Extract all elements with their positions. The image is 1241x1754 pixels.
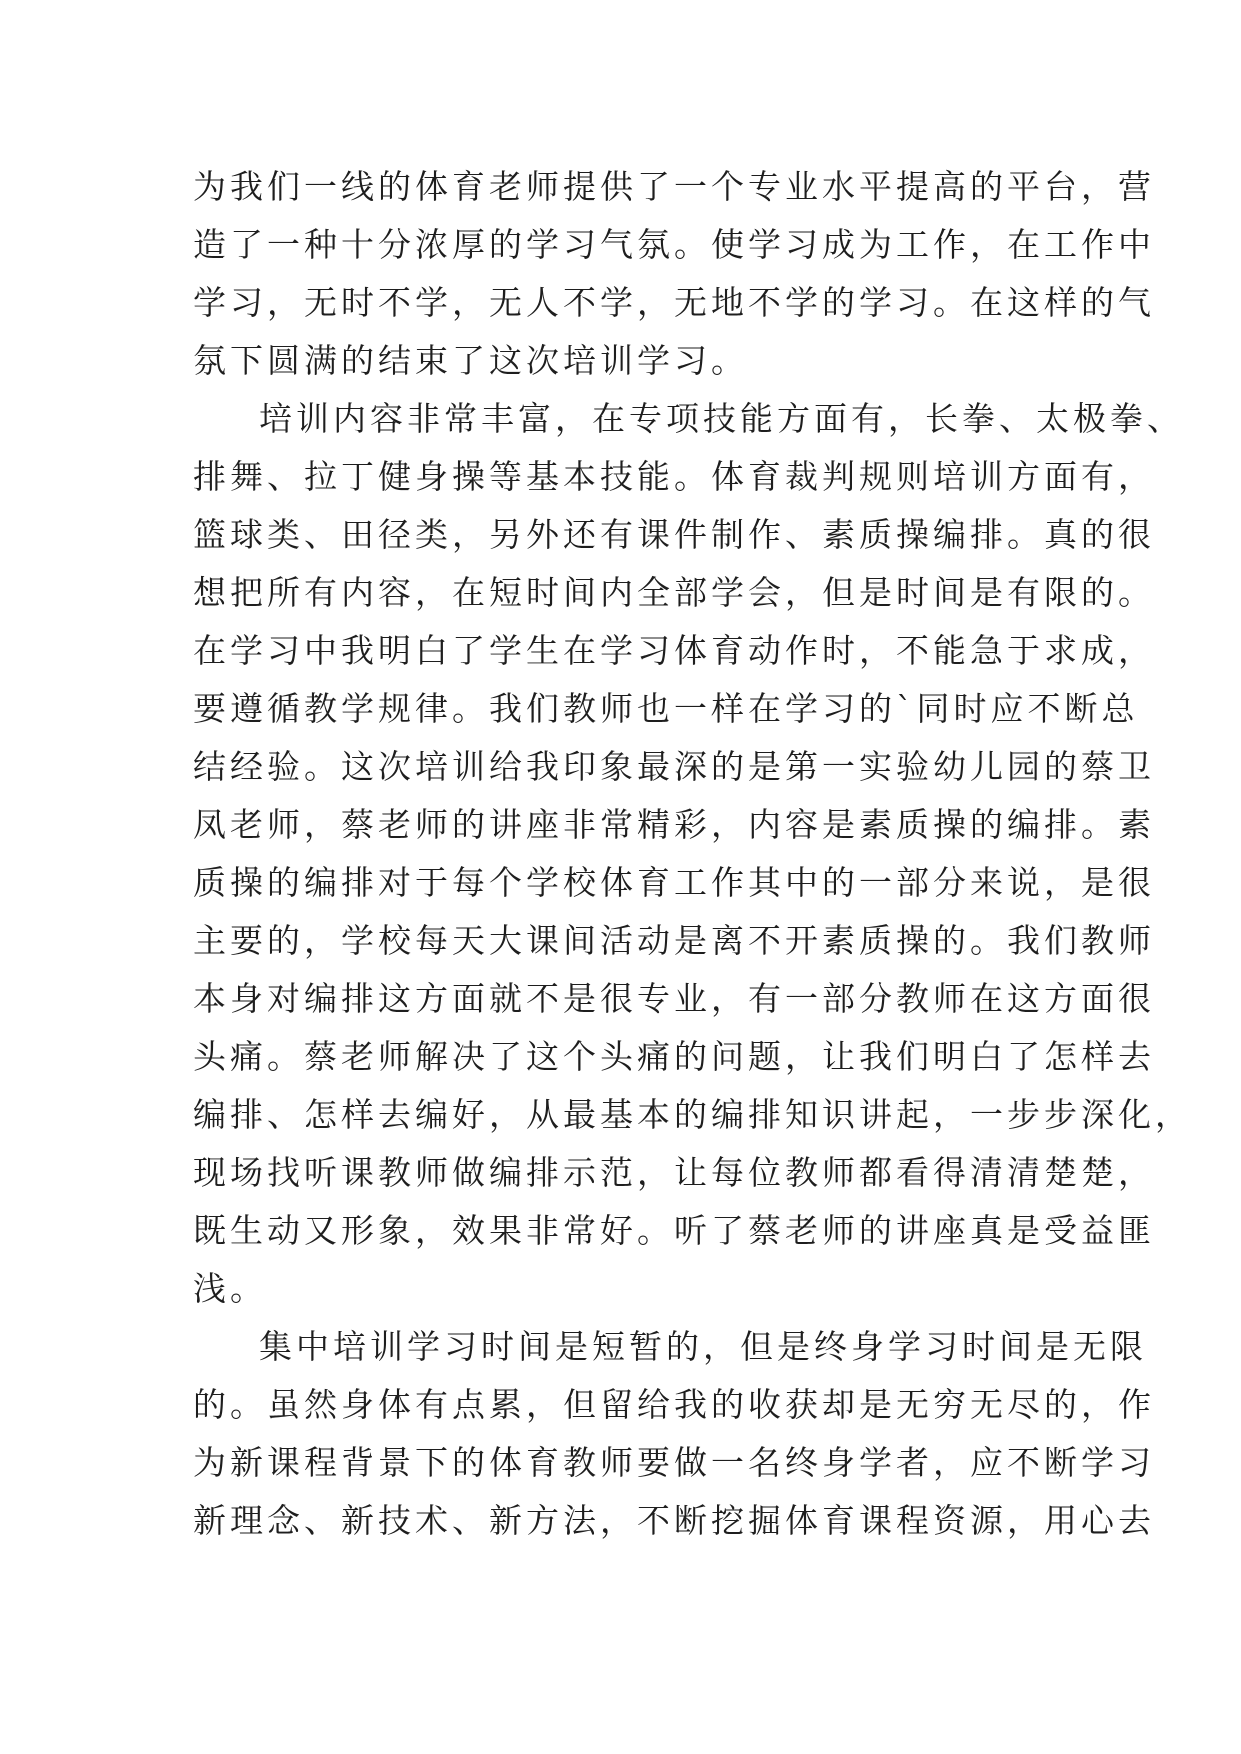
- text-line: 培训内容非常丰富，在专项技能方面有，长拳、太极拳、: [259, 399, 1184, 438]
- text-line: 学习，无时不学，无人不学，无地不学的学习。在这样的气: [193, 283, 1155, 322]
- text-line: 想把所有内容，在短时间内全部学会，但是时间是有限的。: [193, 573, 1155, 612]
- paragraph-1: [193, 158, 1155, 390]
- paragraph-2: [193, 390, 1192, 1318]
- text-line: 篮球类、田径类，另外还有课件制作、素质操编排。真的很: [193, 515, 1155, 554]
- text-line: 浅。: [193, 1269, 267, 1308]
- text-line: 本身对编排这方面就不是很专业，有一部分教师在这方面很: [193, 979, 1155, 1018]
- text-line: 既生动又形象，效果非常好。听了蔡老师的讲座真是受益匪: [193, 1211, 1155, 1250]
- text-line: 编排、怎样去编好，从最基本的编排知识讲起，一步步深化，: [193, 1095, 1192, 1134]
- text-line: 为新课程背景下的体育教师要做一名终身学者，应不断学习: [193, 1443, 1155, 1482]
- paragraph-3: [193, 1318, 1155, 1550]
- text-line: 质操的编排对于每个学校体育工作其中的一部分来说，是很: [193, 863, 1155, 902]
- text-line: 集中培训学习时间是短暂的，但是终身学习时间是无限: [259, 1327, 1147, 1366]
- text-line: 在学习中我明白了学生在学习体育动作时，不能急于求成，: [193, 631, 1155, 670]
- text-line: 要遵循教学规律。我们教师也一样在学习的`同时应不断总: [193, 689, 1139, 728]
- text-line: 现场找听课教师做编排示范，让每位教师都看得清清楚楚，: [193, 1153, 1155, 1192]
- text-line: 主要的，学校每天大课间活动是离不开素质操的。我们教师: [193, 921, 1155, 960]
- document-body: [193, 158, 1192, 1550]
- text-line: 为我们一线的体育老师提供了一个专业水平提高的平台，营: [193, 167, 1155, 206]
- text-line: 结经验。这次培训给我印象最深的是第一实验幼儿园的蔡卫: [193, 747, 1155, 786]
- text-line: 的。虽然身体有点累，但留给我的收获却是无穷无尽的，作: [193, 1385, 1155, 1424]
- text-line: 头痛。蔡老师解决了这个头痛的问题，让我们明白了怎样去: [193, 1037, 1155, 1076]
- text-line: 排舞、拉丁健身操等基本技能。体育裁判规则培训方面有，: [193, 457, 1155, 496]
- text-line: 造了一种十分浓厚的学习气氛。使学习成为工作，在工作中: [193, 225, 1155, 264]
- text-line: 新理念、新技术、新方法，不断挖掘体育课程资源，用心去: [193, 1501, 1155, 1540]
- text-line: 凤老师，蔡老师的讲座非常精彩，内容是素质操的编排。素: [193, 805, 1155, 844]
- text-line: 氛下圆满的结束了这次培训学习。: [193, 341, 748, 380]
